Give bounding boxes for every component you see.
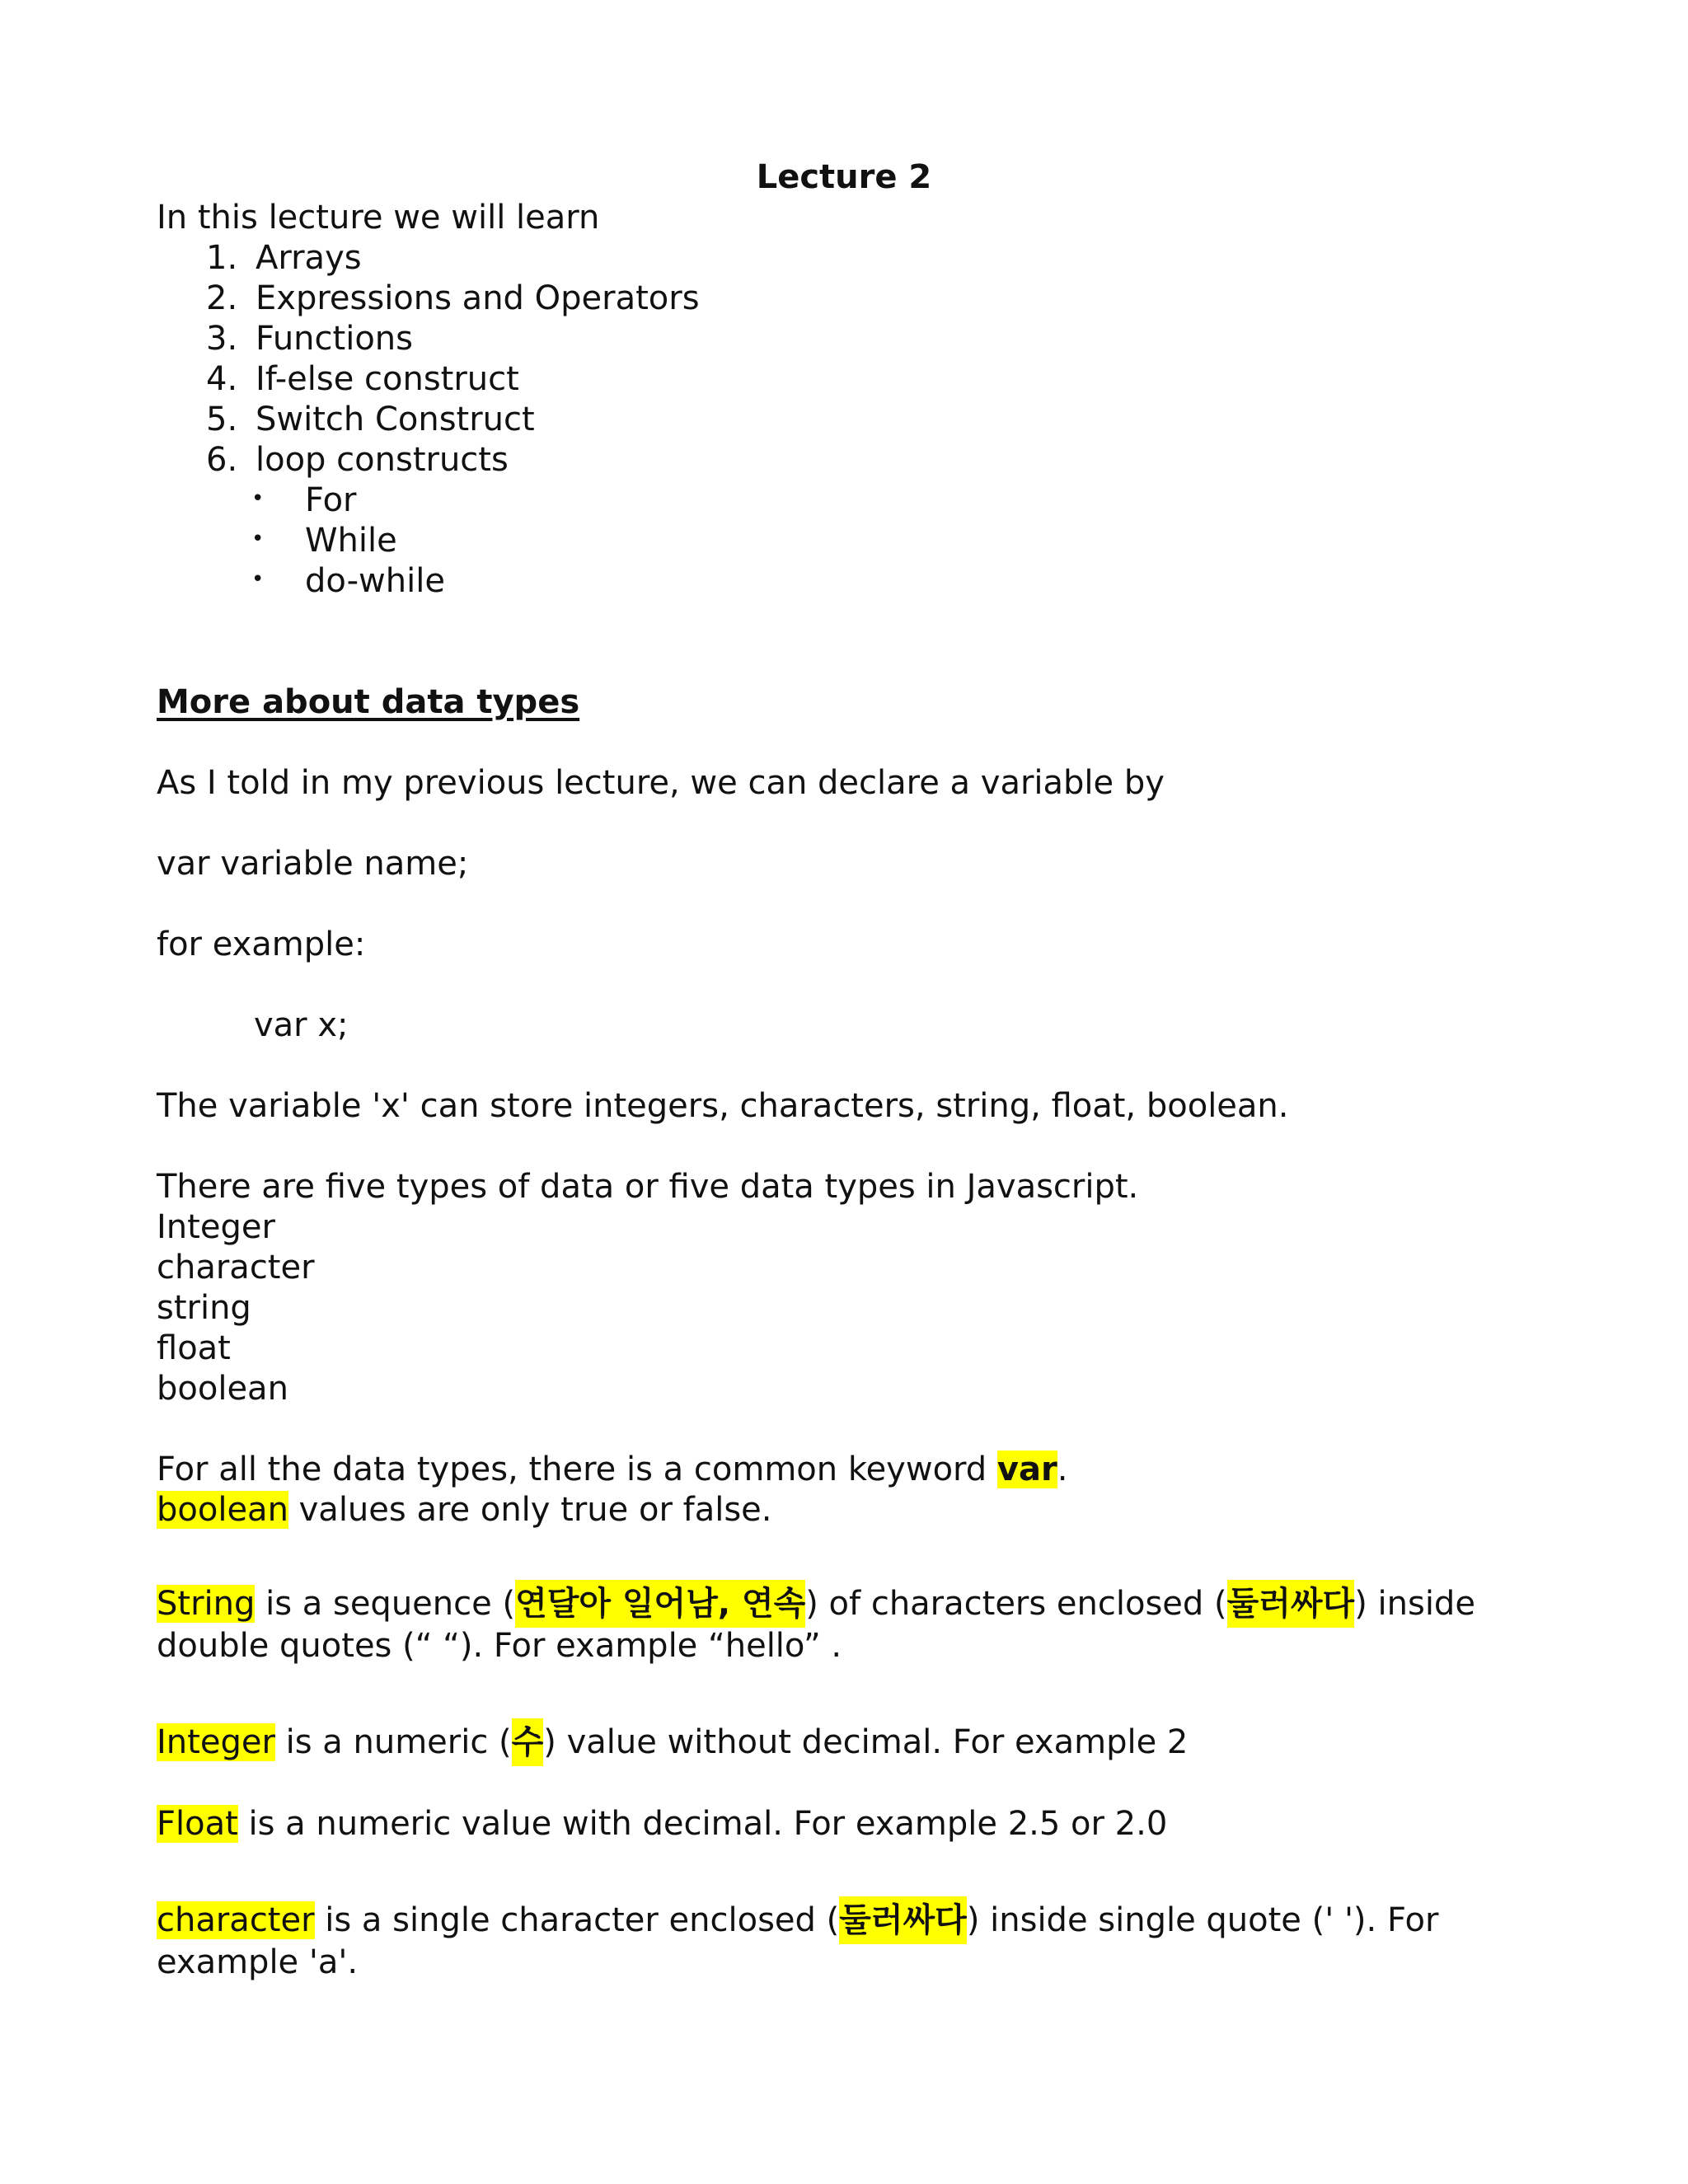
types-intro: There are five types of data or five data types in Javascript. bbox=[157, 1168, 1139, 1206]
paragraph: The variable 'x' can store integers, characters, string, float, boolean. bbox=[157, 1087, 1289, 1125]
definition-text: is a numeric ( bbox=[274, 1723, 512, 1761]
topic-number: 3. bbox=[206, 320, 238, 358]
topic-item bbox=[206, 440, 509, 480]
highlighted-term: Integer bbox=[157, 1723, 275, 1761]
loop-item bbox=[251, 561, 445, 603]
punctuation: . bbox=[1057, 1451, 1068, 1488]
topic-label: If-else construct bbox=[256, 360, 519, 398]
definition-text: ) inside single quote (' '). For bbox=[966, 1901, 1439, 1939]
highlighted-keyword: var bbox=[996, 1451, 1057, 1488]
character-definition bbox=[157, 1900, 1438, 1941]
string-definition-cont: double quotes (“ “). For example “hello” . bbox=[157, 1627, 842, 1665]
korean-annotation: 둘러싸다 bbox=[1227, 1580, 1355, 1628]
loop-label: do-while bbox=[305, 562, 445, 600]
definition-text: ) inside bbox=[1354, 1585, 1475, 1623]
highlighted-term: Float bbox=[157, 1805, 238, 1843]
korean-annotation: 둘러싸다 bbox=[839, 1896, 967, 1944]
topic-item bbox=[206, 359, 519, 400]
topic-label: Expressions and Operators bbox=[256, 279, 700, 317]
definition-text: ) value without decimal. For example 2 bbox=[543, 1723, 1189, 1761]
topic-number: 2. bbox=[206, 279, 238, 317]
topic-number: 4. bbox=[206, 360, 238, 398]
definition-text: is a single character enclosed ( bbox=[314, 1901, 840, 1939]
keyword-line bbox=[157, 1450, 1067, 1490]
keyword-text: For all the data types, there is a common keyword bbox=[157, 1451, 997, 1488]
topic-label: Arrays bbox=[256, 239, 362, 277]
type-item: Integer bbox=[157, 1208, 275, 1246]
korean-annotation: 수 bbox=[512, 1718, 544, 1766]
loop-item bbox=[251, 521, 397, 563]
type-item: character bbox=[157, 1249, 315, 1286]
float-definition bbox=[157, 1804, 1167, 1844]
topic-label: Functions bbox=[256, 320, 413, 358]
topic-item bbox=[206, 400, 535, 440]
highlighted-term: character bbox=[157, 1901, 315, 1939]
topic-item bbox=[206, 238, 362, 279]
character-definition-cont: example 'a'. bbox=[157, 1943, 359, 1981]
topic-number: 1. bbox=[206, 239, 238, 277]
page-title: Lecture 2 bbox=[756, 158, 932, 196]
topic-item bbox=[206, 279, 700, 319]
type-item: string bbox=[157, 1289, 251, 1327]
string-definition bbox=[157, 1584, 1475, 1624]
definition-text: is a sequence ( bbox=[255, 1585, 516, 1623]
topic-number: 6. bbox=[206, 441, 238, 479]
topic-label: loop constructs bbox=[256, 441, 509, 479]
example-code: var x; bbox=[254, 1006, 349, 1044]
bullet-icon: • bbox=[251, 526, 265, 551]
topic-number: 5. bbox=[206, 401, 238, 438]
paragraph: As I told in my previous lecture, we can declare a variable by bbox=[157, 764, 1165, 802]
bullet-icon: • bbox=[251, 566, 265, 592]
loop-label: While bbox=[305, 522, 397, 560]
bullet-icon: • bbox=[251, 485, 265, 511]
example-label: for example: bbox=[157, 926, 366, 963]
highlighted-term: boolean bbox=[157, 1491, 288, 1529]
integer-definition bbox=[157, 1722, 1188, 1763]
definition-text: values are only true or false. bbox=[288, 1491, 772, 1529]
section-heading: More about data types bbox=[157, 683, 580, 721]
topic-label: Switch Construct bbox=[256, 401, 535, 438]
topic-item bbox=[206, 319, 413, 359]
type-item: boolean bbox=[157, 1370, 288, 1408]
type-item: float bbox=[157, 1329, 231, 1367]
definition-text: ) of characters enclosed ( bbox=[805, 1585, 1227, 1623]
highlighted-term: String bbox=[157, 1585, 256, 1623]
boolean-definition bbox=[157, 1490, 771, 1530]
intro-text: In this lecture we will learn bbox=[157, 199, 600, 237]
loop-item bbox=[251, 480, 357, 523]
loop-label: For bbox=[305, 481, 357, 519]
definition-text: is a numeric value with decimal. For example 2.5 or 2.0 bbox=[237, 1805, 1168, 1843]
syntax-line: var variable name; bbox=[157, 845, 469, 883]
korean-annotation: 연달아 일어남, 연속 bbox=[515, 1580, 805, 1628]
